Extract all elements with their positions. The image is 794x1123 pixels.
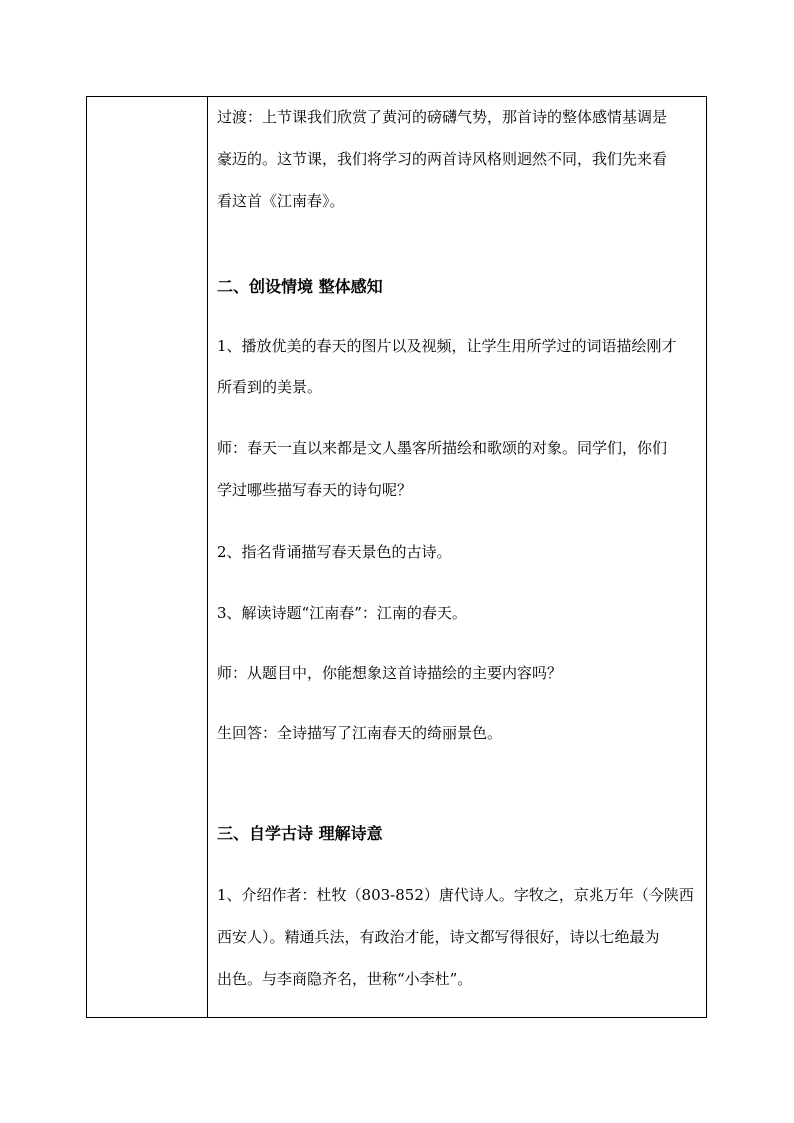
text-line: 师：春天一直以来都是文人墨客所描绘和歌颂的对象。同学们，你们 xyxy=(217,439,668,457)
text-line: 豪迈的。这节课，我们将学习的两首诗风格则迥然不同，我们先来看 xyxy=(217,150,668,168)
text-line: 1、介绍作者：杜牧（803-852）唐代诗人。字牧之，京兆万年（今陕西 xyxy=(217,886,694,904)
text-line: 1、播放优美的春天的图片以及视频，让学生用所学过的词语描绘刚才 xyxy=(217,337,677,355)
text-line: 所看到的美景。 xyxy=(217,378,323,396)
table-content-column xyxy=(208,97,706,1017)
text-line: 生回答：全诗描写了江南春天的绮丽景色。 xyxy=(217,724,503,742)
text-line: 出色。与李商隐齐名，世称“小李杜”。 xyxy=(217,970,473,988)
text-line: 西安人）。精通兵法，有政治才能，诗文都写得很好，诗以七绝最为 xyxy=(217,928,660,946)
text-line: 3、解读诗题“江南春”：江南的春天。 xyxy=(217,604,467,622)
table-left-column xyxy=(87,97,208,1017)
text-line: 2、指名背诵描写春天景色的古诗。 xyxy=(217,543,452,561)
section-heading-3: 三、自学古诗 理解诗意 xyxy=(217,824,383,843)
text-line: 师：从题目中，你能想象这首诗描绘的主要内容吗？ xyxy=(217,664,563,682)
text-line: 过渡：上节课我们欣赏了黄河的磅礴气势，那首诗的整体感情基调是 xyxy=(217,108,668,126)
section-heading-2: 二、创设情境 整体感知 xyxy=(217,277,383,296)
text-line: 学过哪些描写春天的诗句呢？ xyxy=(217,481,413,499)
text-line: 看这首《江南春》。 xyxy=(217,192,345,210)
lesson-plan-table xyxy=(86,96,707,1018)
